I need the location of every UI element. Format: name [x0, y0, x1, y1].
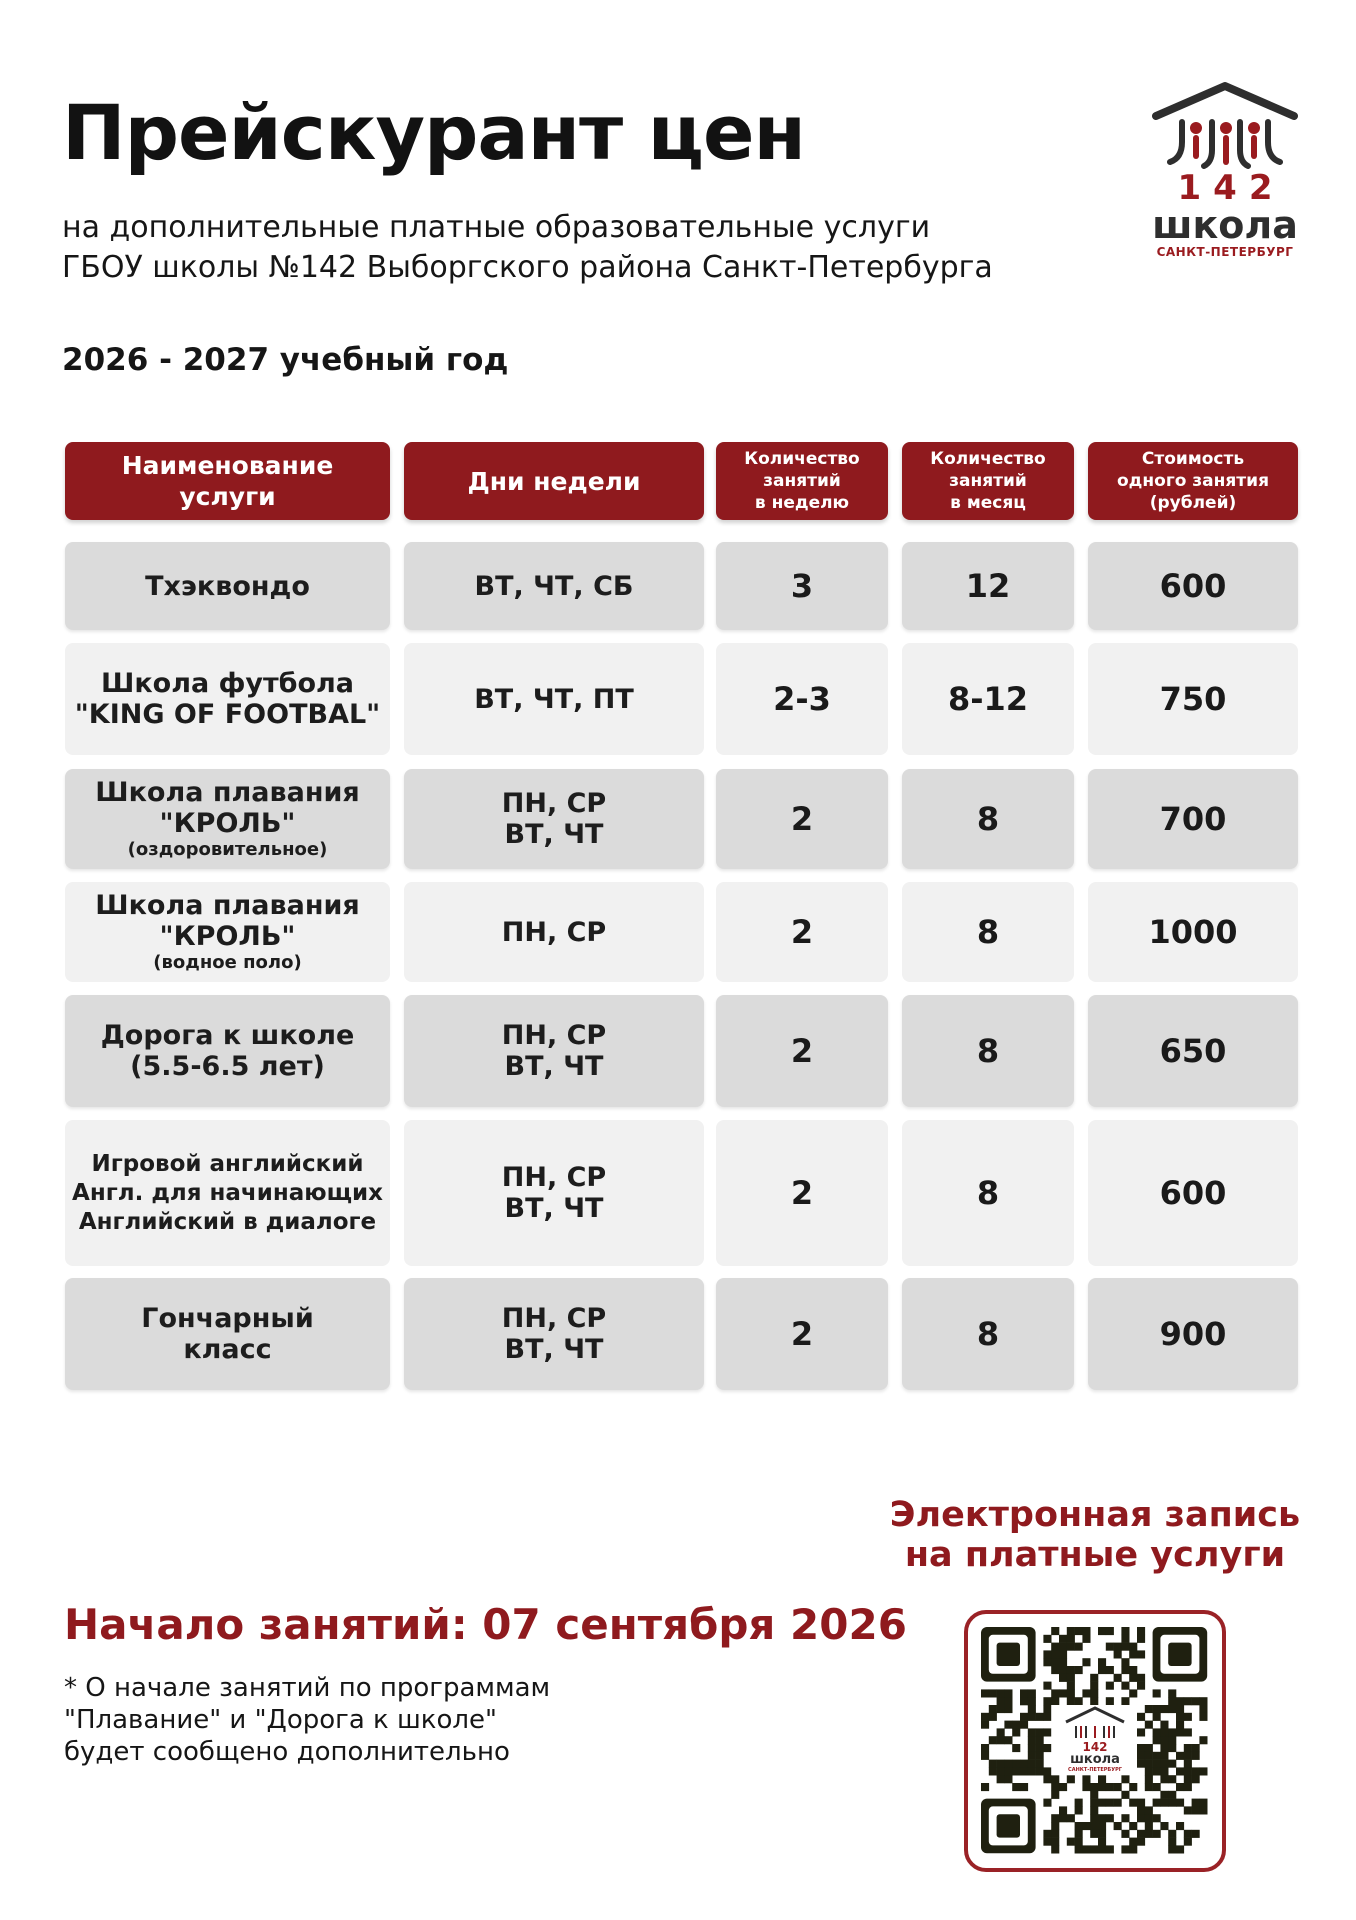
weekdays-cell: [404, 643, 704, 755]
academic-year: 2026 - 2027 учебный год: [62, 342, 509, 378]
lessons-per-month: 12: [965, 567, 1011, 605]
service-name-cell: [65, 882, 390, 982]
service-name: Английский в диалоге: [78, 1208, 377, 1235]
lessons-per-month: 8: [976, 1315, 1000, 1353]
footnote: [64, 1672, 550, 1768]
lessons-per-week: 2-3: [773, 680, 831, 718]
table-header-cell: [1088, 442, 1298, 520]
price-cell: [1088, 1120, 1298, 1266]
service-name: Игровой английский: [91, 1150, 364, 1177]
registration-line-2: на платные услуги: [904, 1535, 1286, 1575]
weekdays-cell: [404, 542, 704, 630]
weekdays: ВТ, ЧТ: [504, 1051, 604, 1082]
table-header-text: Наименование: [121, 451, 334, 480]
service-note: (водное поло): [153, 952, 302, 973]
qr-logo-word: школа: [1070, 1752, 1120, 1767]
service-name: (5.5-6.5 лет): [130, 1051, 325, 1082]
service-name: Гончарный: [141, 1303, 314, 1334]
weekdays: ПН, СР: [501, 916, 607, 948]
price: 600: [1159, 567, 1227, 605]
weekdays: ВТ, ЧТ: [504, 1334, 604, 1365]
table-header-text: в неделю: [754, 493, 850, 513]
subtitle-line-2: ГБОУ школы №142 Выборгского района Санкт-Петербурга: [62, 250, 993, 285]
price: 1000: [1148, 913, 1238, 951]
lessons-per-week: 2: [790, 1032, 814, 1070]
lessons-per-week-cell: [716, 643, 888, 755]
price: 650: [1159, 1032, 1227, 1070]
table-header-text: в месяц: [950, 493, 1026, 513]
weekdays: ПН, СР: [501, 1020, 607, 1051]
weekdays-cell: [404, 769, 704, 869]
weekdays: ПН, СР: [501, 1303, 607, 1334]
table-header-cell: [404, 442, 704, 520]
price-cell: [1088, 542, 1298, 630]
lessons-per-week: 2: [790, 1315, 814, 1353]
service-name-cell: [65, 1120, 390, 1266]
subtitle-line-1: на дополнительные платные образовательные услуги: [62, 210, 931, 245]
service-name-cell: [65, 1278, 390, 1390]
lessons-per-month: 8-12: [947, 680, 1029, 718]
lessons-per-week-cell: [716, 769, 888, 869]
price: 600: [1159, 1174, 1227, 1212]
lessons-per-month: 8: [976, 913, 1000, 951]
service-name: Школа плавания: [95, 777, 360, 808]
table-header-text: занятий: [763, 471, 841, 491]
service-name: "КРОЛЬ": [159, 808, 296, 839]
lessons-per-month-cell: [902, 643, 1074, 755]
price: 750: [1159, 680, 1227, 718]
service-name: класс: [183, 1334, 272, 1365]
footnote-line-1: * О начале занятий по программам: [64, 1673, 551, 1703]
service-name-cell: [65, 769, 390, 869]
footnote-line-2: "Плавание" и "Дорога к школе": [64, 1705, 497, 1735]
table-header-text: (рублей): [1149, 493, 1237, 513]
school-logo: [1140, 78, 1310, 278]
lessons-per-month-cell: [902, 995, 1074, 1107]
price-cell: [1088, 882, 1298, 982]
lessons-per-week-cell: [716, 882, 888, 982]
weekdays: ПН, СР: [501, 788, 607, 819]
qr-logo-number: 142: [1082, 1740, 1108, 1754]
lessons-per-week: 3: [790, 567, 814, 605]
table-header-text: Стоимость: [1141, 449, 1245, 469]
price-cell: [1088, 1278, 1298, 1390]
logo-city: САНКТ-ПЕТЕРБУРГ: [1156, 245, 1294, 259]
qr-code[interactable]: [964, 1610, 1226, 1872]
lessons-per-month-cell: [902, 882, 1074, 982]
price-cell: [1088, 643, 1298, 755]
service-name: Англ. для начинающих: [72, 1179, 383, 1206]
lessons-per-month-cell: [902, 542, 1074, 630]
table-header-cell: [902, 442, 1074, 520]
service-name: "KING OF FOOTBAL": [74, 699, 381, 730]
table-header-cell: [65, 442, 390, 520]
weekdays: ВТ, ЧТ: [504, 1193, 604, 1224]
weekdays: ВТ, ЧТ, ПТ: [474, 683, 634, 715]
lessons-per-month: 8: [976, 1174, 1000, 1212]
lessons-per-week-cell: [716, 1278, 888, 1390]
service-name: Школа плавания: [95, 890, 360, 921]
service-name-cell: [65, 643, 390, 755]
table-header-cell: [716, 442, 888, 520]
lessons-per-month: 8: [976, 800, 1000, 838]
page-subtitle: [62, 208, 993, 288]
weekdays: ВТ, ЧТ, СБ: [474, 570, 634, 602]
qr-code-icon: [968, 1614, 1222, 1868]
price-cell: [1088, 769, 1298, 869]
weekdays-cell: [404, 1278, 704, 1390]
service-name: "КРОЛЬ": [159, 921, 296, 952]
lessons-per-week: 2: [790, 913, 814, 951]
weekdays-cell: [404, 882, 704, 982]
lessons-per-week-cell: [716, 1120, 888, 1266]
price: 700: [1159, 800, 1227, 838]
lessons-per-week: 2: [790, 800, 814, 838]
qr-logo-city: САНКТ-ПЕТЕРБУРГ: [1068, 1767, 1122, 1773]
service-name: Тхэквондо: [145, 570, 310, 602]
lessons-per-month: 8: [976, 1032, 1000, 1070]
table-header-text: Количество: [930, 449, 1046, 469]
service-name: Дорога к школе: [100, 1020, 355, 1051]
table-header-text: Дни недели: [467, 466, 641, 496]
service-name-cell: [65, 995, 390, 1107]
registration-heading: [880, 1495, 1310, 1575]
logo-number: 142: [1177, 168, 1285, 208]
price-cell: [1088, 995, 1298, 1107]
weekdays-cell: [404, 1120, 704, 1266]
price: 900: [1159, 1315, 1227, 1353]
table-header-text: одного занятия: [1116, 471, 1269, 491]
logo-word: школа: [1152, 203, 1298, 247]
table-header-text: занятий: [949, 471, 1027, 491]
lessons-per-month-cell: [902, 1120, 1074, 1266]
lessons-per-month-cell: [902, 1278, 1074, 1390]
footnote-line-3: будет сообщено дополнительно: [64, 1737, 510, 1767]
service-note: (оздоровительное): [127, 839, 328, 860]
lessons-per-week-cell: [716, 995, 888, 1107]
start-date: Начало занятий: 07 сентября 2026: [64, 1600, 907, 1649]
registration-line-1: Электронная запись: [889, 1495, 1301, 1535]
lessons-per-week-cell: [716, 542, 888, 630]
weekdays: ВТ, ЧТ: [504, 819, 604, 850]
table-header-text: Количество: [744, 449, 860, 469]
weekdays: ПН, СР: [501, 1162, 607, 1193]
lessons-per-month-cell: [902, 769, 1074, 869]
table-header-text: услуги: [179, 482, 276, 511]
school-house-icon: [1150, 78, 1300, 170]
weekdays-cell: [404, 995, 704, 1107]
page-title: Прейскурант цен: [62, 88, 806, 177]
service-name-cell: [65, 542, 390, 630]
service-name: Школа футбола: [100, 668, 355, 699]
lessons-per-week: 2: [790, 1174, 814, 1212]
